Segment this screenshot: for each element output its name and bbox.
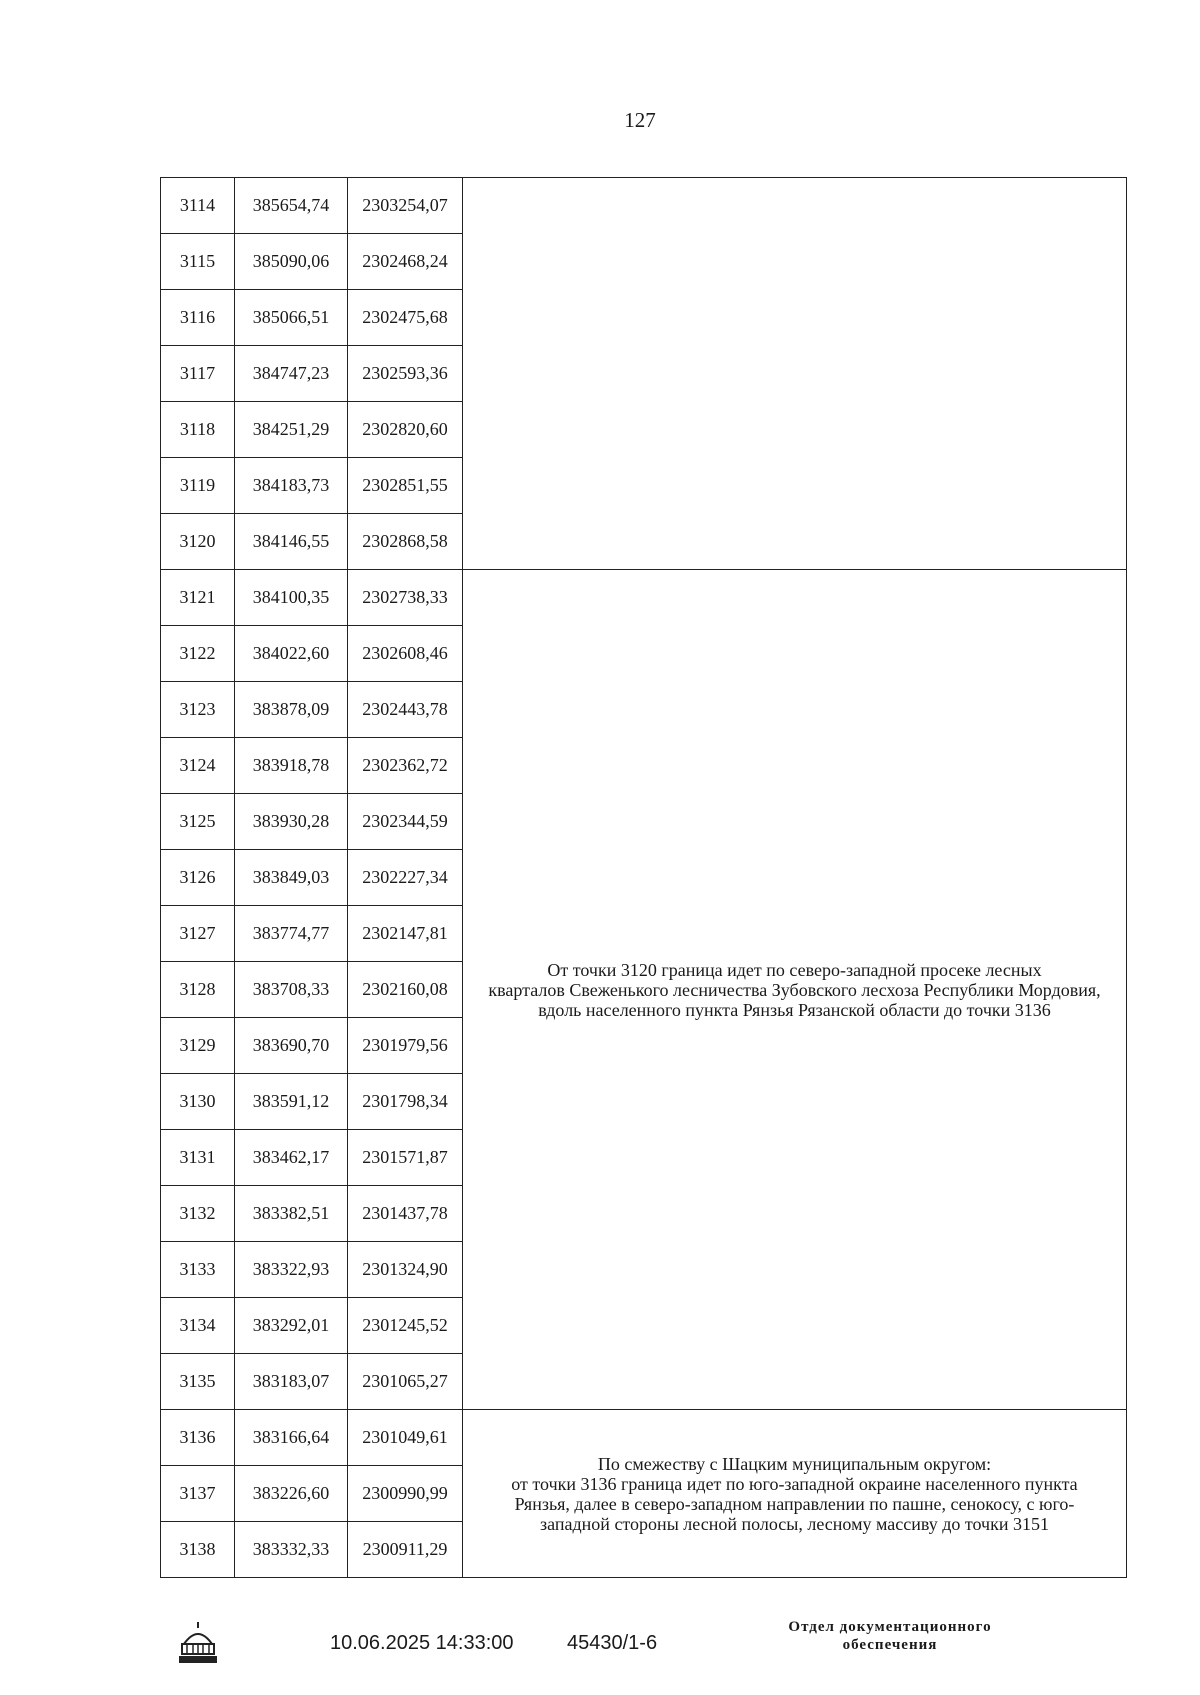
x-coordinate: 383382,51 xyxy=(235,1186,348,1242)
point-number: 3119 xyxy=(161,458,235,514)
y-coordinate: 2302868,58 xyxy=(348,514,463,570)
point-number: 3118 xyxy=(161,402,235,458)
point-number: 3133 xyxy=(161,1242,235,1298)
point-number: 3114 xyxy=(161,178,235,234)
x-coordinate: 383322,93 xyxy=(235,1242,348,1298)
description-line: западной стороны лесной полосы, лесному массиву до точки 3151 xyxy=(540,1513,1049,1534)
y-coordinate: 2302160,08 xyxy=(348,962,463,1018)
point-number: 3120 xyxy=(161,514,235,570)
point-number: 3125 xyxy=(161,794,235,850)
y-coordinate: 2301065,27 xyxy=(348,1354,463,1410)
table-row xyxy=(161,178,1127,234)
x-coordinate: 385090,06 xyxy=(235,234,348,290)
x-coordinate: 385066,51 xyxy=(235,290,348,346)
x-coordinate: 383591,12 xyxy=(235,1074,348,1130)
description-line: По смежеству с Шацким муниципальным округом: xyxy=(597,1453,992,1474)
duma-logo-icon xyxy=(176,1620,220,1664)
x-coordinate: 383849,03 xyxy=(235,850,348,906)
coordinates-table-body xyxy=(161,178,1127,1578)
y-coordinate: 2302443,78 xyxy=(348,682,463,738)
point-number: 3134 xyxy=(161,1298,235,1354)
x-coordinate: 383166,64 xyxy=(235,1410,348,1466)
table-row xyxy=(161,570,1127,626)
y-coordinate: 2302362,72 xyxy=(348,738,463,794)
description-line: от точки 3136 граница идет по юго-западной окраине населенного пункта xyxy=(511,1473,1078,1494)
x-coordinate: 383292,01 xyxy=(235,1298,348,1354)
x-coordinate: 383226,60 xyxy=(235,1466,348,1522)
description-line: От точки 3120 граница идет по северо-западной просеке лесных xyxy=(547,959,1042,980)
point-number: 3116 xyxy=(161,290,235,346)
point-number: 3127 xyxy=(161,906,235,962)
y-coordinate: 2301049,61 xyxy=(348,1410,463,1466)
point-number: 3130 xyxy=(161,1074,235,1130)
y-coordinate: 2302851,55 xyxy=(348,458,463,514)
point-number: 3115 xyxy=(161,234,235,290)
x-coordinate: 383774,77 xyxy=(235,906,348,962)
x-coordinate: 383708,33 xyxy=(235,962,348,1018)
department-stamp-line: обеспечения xyxy=(842,1637,938,1653)
x-coordinate: 383930,28 xyxy=(235,794,348,850)
y-coordinate: 2302608,46 xyxy=(348,626,463,682)
x-coordinate: 384183,73 xyxy=(235,458,348,514)
point-number: 3124 xyxy=(161,738,235,794)
boundary-description-3120-3136 xyxy=(463,570,1127,1410)
description-line: вдоль населенного пункта Рянзья Рязанской области до точки 3136 xyxy=(538,999,1051,1020)
y-coordinate: 2302593,36 xyxy=(348,346,463,402)
x-coordinate: 383183,07 xyxy=(235,1354,348,1410)
point-number: 3117 xyxy=(161,346,235,402)
y-coordinate: 2302147,81 xyxy=(348,906,463,962)
y-coordinate: 2302468,24 xyxy=(348,234,463,290)
y-coordinate: 2302475,68 xyxy=(348,290,463,346)
page-number: 127 xyxy=(624,108,656,132)
x-coordinate: 383878,09 xyxy=(235,682,348,738)
point-number: 3122 xyxy=(161,626,235,682)
x-coordinate: 385654,74 xyxy=(235,178,348,234)
point-number: 3136 xyxy=(161,1410,235,1466)
x-coordinate: 383690,70 xyxy=(235,1018,348,1074)
y-coordinate: 2303254,07 xyxy=(348,178,463,234)
y-coordinate: 2301245,52 xyxy=(348,1298,463,1354)
x-coordinate: 384146,55 xyxy=(235,514,348,570)
document-datetime: 10.06.2025 14:33:00 xyxy=(330,1632,514,1654)
table-row xyxy=(161,1410,1127,1466)
x-coordinate: 383332,33 xyxy=(235,1522,348,1578)
y-coordinate: 2300911,29 xyxy=(348,1522,463,1578)
x-coordinate: 383462,17 xyxy=(235,1130,348,1186)
y-coordinate: 2302344,59 xyxy=(348,794,463,850)
y-coordinate: 2301798,34 xyxy=(348,1074,463,1130)
y-coordinate: 2302738,33 xyxy=(348,570,463,626)
point-number: 3131 xyxy=(161,1130,235,1186)
y-coordinate: 2302227,34 xyxy=(348,850,463,906)
x-coordinate: 384100,35 xyxy=(235,570,348,626)
x-coordinate: 384251,29 xyxy=(235,402,348,458)
boundary-description-empty xyxy=(463,178,1127,570)
description-line: Рянзья, далее в северо-западном направлении по пашне, сенокосу, с юго- xyxy=(514,1493,1075,1514)
department-stamp-line: Отдел документационного xyxy=(788,1619,992,1635)
x-coordinate: 384747,23 xyxy=(235,346,348,402)
y-coordinate: 2301571,87 xyxy=(348,1130,463,1186)
point-number: 3123 xyxy=(161,682,235,738)
department-stamp xyxy=(740,1618,1040,1654)
point-number: 3135 xyxy=(161,1354,235,1410)
y-coordinate: 2301979,56 xyxy=(348,1018,463,1074)
coordinates-table xyxy=(160,177,1127,1578)
point-number: 3137 xyxy=(161,1466,235,1522)
description-line: кварталов Свеженького лесничества Зубовского лесхоза Республики Мордовия, xyxy=(488,979,1101,1000)
registration-number: 45430/1-6 xyxy=(567,1632,658,1654)
point-number: 3129 xyxy=(161,1018,235,1074)
y-coordinate: 2302820,60 xyxy=(348,402,463,458)
y-coordinate: 2300990,99 xyxy=(348,1466,463,1522)
y-coordinate: 2301437,78 xyxy=(348,1186,463,1242)
boundary-description-3136-3151 xyxy=(463,1410,1127,1578)
point-number: 3126 xyxy=(161,850,235,906)
point-number: 3132 xyxy=(161,1186,235,1242)
point-number: 3138 xyxy=(161,1522,235,1578)
x-coordinate: 384022,60 xyxy=(235,626,348,682)
y-coordinate: 2301324,90 xyxy=(348,1242,463,1298)
point-number: 3128 xyxy=(161,962,235,1018)
x-coordinate: 383918,78 xyxy=(235,738,348,794)
point-number: 3121 xyxy=(161,570,235,626)
